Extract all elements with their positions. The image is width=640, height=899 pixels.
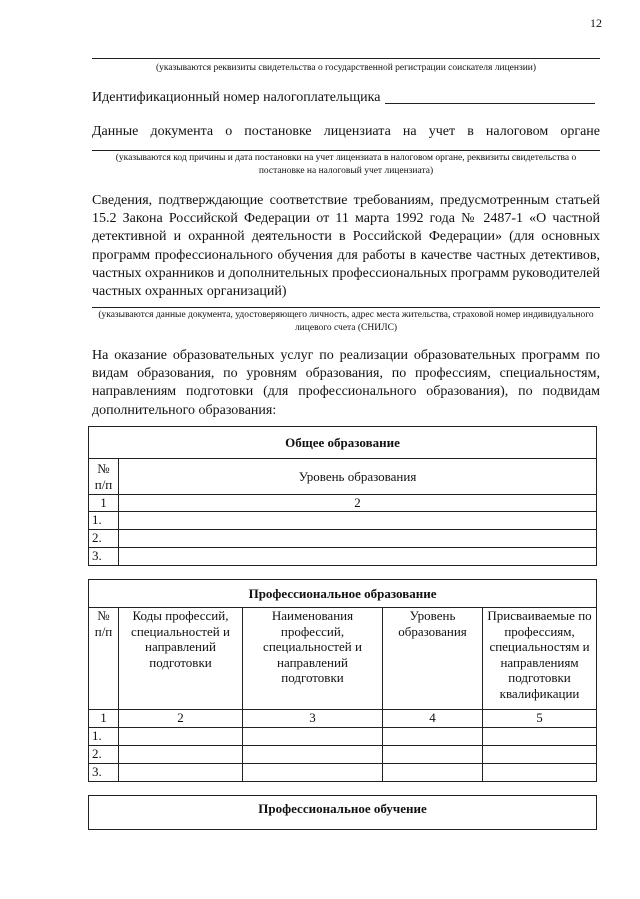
requirements-text: Сведения, подтверждающие соответствие требованиям, предусмотренным статьей 15.2 Закона Российской Федерации от 11 марта 1992 года № 2487-1 «О частной детективной и охранной деятельности в Российской Федерации» (для основных программ профессионального обучения для работы в качестве частных детективов, частных охранников и дополнительных профессиональных программ руководителей частных охранных организаций) <box>92 193 600 300</box>
general-col-level: Уровень образования <box>119 459 597 495</box>
requirements-rule <box>92 307 600 308</box>
prof-row-cell[interactable] <box>243 764 383 782</box>
prof-row-cell[interactable] <box>243 728 383 746</box>
tax-label: Данные документа о постановке лицензиата на учет в налоговом органе <box>92 124 600 139</box>
cert-rule <box>92 58 600 59</box>
prof-row-cell[interactable] <box>119 764 243 782</box>
prof-row-cell[interactable] <box>383 764 483 782</box>
prof-index-cell: 2 <box>119 710 243 728</box>
general-col-num: № п/п <box>89 459 119 495</box>
inn-label: Идентификационный номер налогоплательщика <box>92 90 381 105</box>
prof-col-num: № п/п <box>89 608 119 710</box>
requirements-note: (указываются данные документа, удостоверяющего личность, адрес места жительства, страховой номер индивидуального лицевого счета (СНИЛС) <box>98 310 594 333</box>
prof-row-number: 1. <box>89 728 119 746</box>
prof-index-cell: 5 <box>483 710 597 728</box>
general-row-cell[interactable] <box>119 511 597 529</box>
prof-row-cell[interactable] <box>483 764 597 782</box>
general-index-cell: 1 <box>89 495 119 512</box>
services-text: На оказание образовательных услуг по реализации образовательных программ по видам образования, по уровням образования, по профессиям, специальностям, направлениям подготовки (для профессионального образования), по подвидам дополнительного образования: <box>92 348 600 418</box>
cert-note: (указываются реквизиты свидетельства о государственной регистрации соискателя лицензии) <box>155 63 537 73</box>
general-row-number: 3. <box>89 547 119 565</box>
prof-index-cell: 4 <box>383 710 483 728</box>
prof-row-cell[interactable] <box>243 746 383 764</box>
prof-row-cell[interactable] <box>383 728 483 746</box>
professional-education-table <box>88 579 597 782</box>
prof-col-qualification: Присваиваемые по профессиям, специальностям и направлениям подготовки квалификации <box>483 608 597 710</box>
inn-blank-line <box>385 103 595 104</box>
prof-row-cell[interactable] <box>483 746 597 764</box>
prof-col-codes: Коды профессий, специальностей и направлений подготовки <box>119 608 243 710</box>
professional-training-table <box>88 795 597 830</box>
prof-col-names: Наименования профессий, специальностей и направлений подготовки <box>243 608 383 710</box>
prof-table-title: Профессиональное образование <box>89 580 597 608</box>
prof-row-number: 3. <box>89 764 119 782</box>
general-row-cell[interactable] <box>119 529 597 547</box>
prof-row-cell[interactable] <box>483 728 597 746</box>
general-table-title: Общее образование <box>89 427 597 459</box>
tax-note: (указываются код причины и дата постановки на учет лицензиата в налоговом органе, реквизиты свидетельства о постановке на налоговый учет лицензиата) <box>115 153 577 176</box>
tax-rule <box>92 150 600 151</box>
general-index-cell: 2 <box>119 495 597 512</box>
general-row-number: 2. <box>89 529 119 547</box>
prof-row-number: 2. <box>89 746 119 764</box>
prof-row-cell[interactable] <box>383 746 483 764</box>
prof-row-cell[interactable] <box>119 746 243 764</box>
prof-index-cell: 1 <box>89 710 119 728</box>
prof-row-cell[interactable] <box>119 728 243 746</box>
prof-index-cell: 3 <box>243 710 383 728</box>
general-row-number: 1. <box>89 511 119 529</box>
prof-col-level: Уровень образования <box>383 608 483 710</box>
training-table-title: Профессиональное обучение <box>89 796 597 830</box>
general-row-cell[interactable] <box>119 547 597 565</box>
page-number: 12 <box>590 16 602 30</box>
general-education-table <box>88 426 597 566</box>
